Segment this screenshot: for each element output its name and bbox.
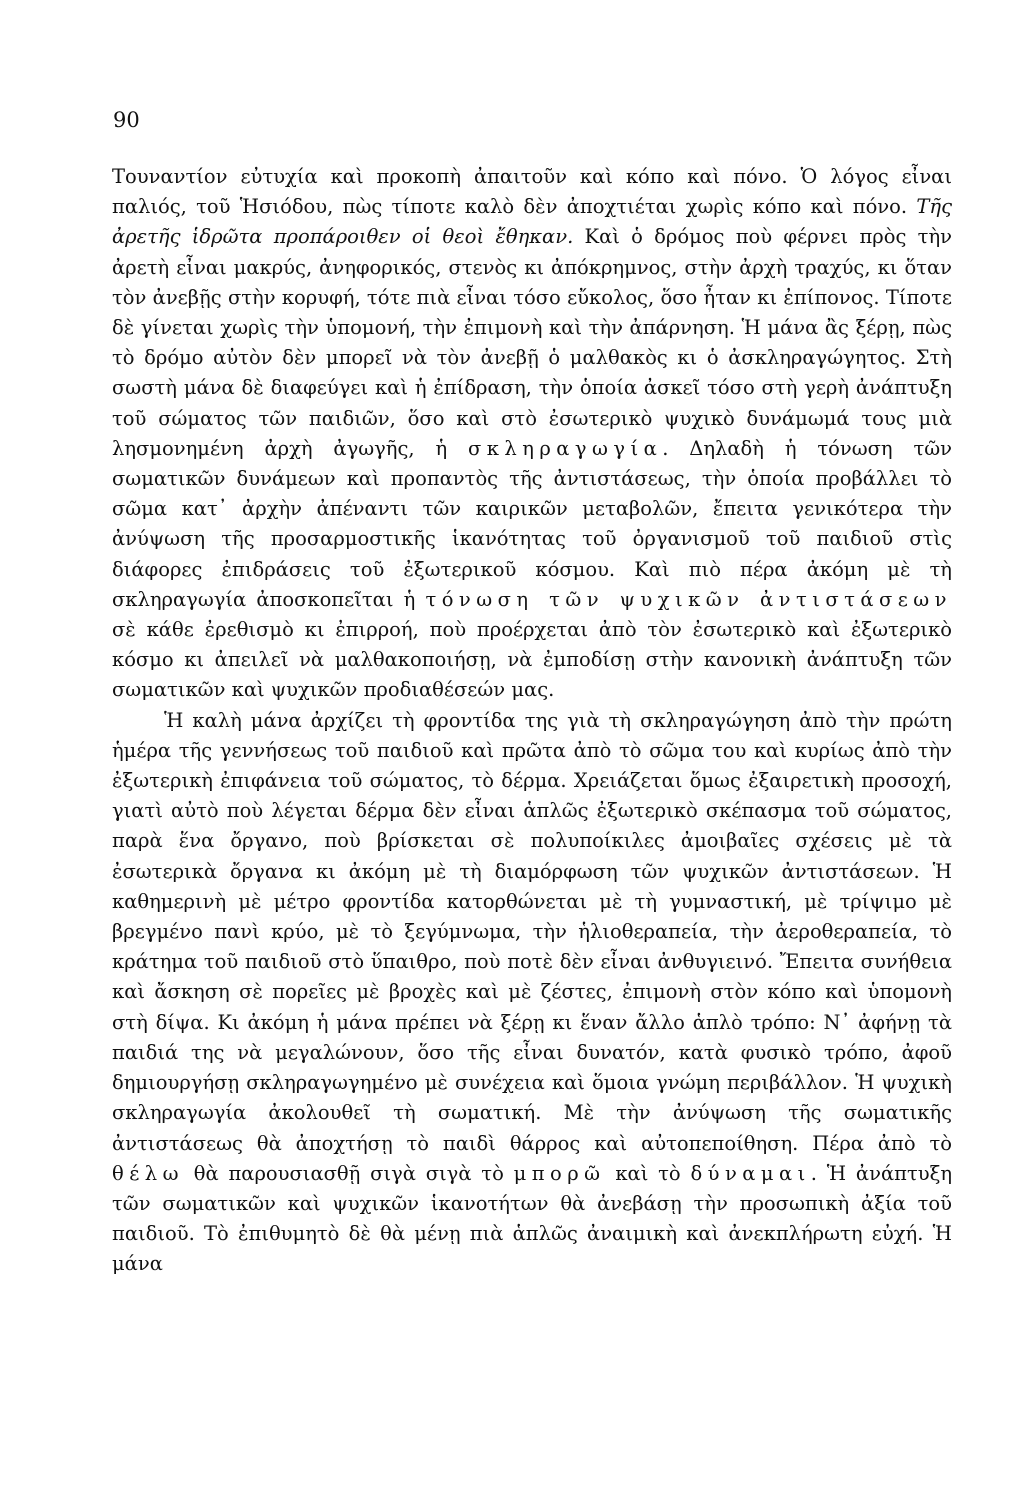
body-text bbox=[112, 162, 952, 1280]
spaced-term-thelo: θέλω bbox=[112, 1161, 184, 1185]
paragraph-1-text-c: . Δηλαδὴ ἡ τόνωση τῶν σωματικῶν δυνάμεων καὶ προπαντὸς τῆς ἀντιστάσεως, τὴν ὁποία προβάλλει τὸ σῶμα κατ᾽ ἀρχὴν ἀπέναντι τῶν καιρικῶν μεταβολῶν, ἔπειτα γενικότερα τὴν ἀνύψωση τῆς προσαρμοστικῆς ἱκανότητας τοῦ ὀργανισμοῦ τοῦ παιδιοῦ στὶς διάφορες ἐπιδράσεις τοῦ ἐξωτερικοῦ κόσμου. Καὶ πιὸ πέρα ἀκόμη μὲ τὴ σκληραγωγία ἀποσκοπεῖται ἡ bbox=[112, 436, 952, 611]
paragraph-2-text-b: θὰ παρουσιασθῇ σιγὰ σιγὰ τὸ bbox=[183, 1161, 514, 1185]
paragraph-1-text-d: σὲ κάθε ἐρεθισμὸ κι ἐπιρροή, ποὺ προέρχεται ἀπὸ τὸν ἐσωτερικὸ καὶ ἐξωτερικὸ κόσμο κι ἀπειλεῖ νὰ μαλθακοποιήσῃ, νὰ ἐμποδίσῃ στὴν κανονικὴ ἀνάπτυξη τῶν σωματικῶν καὶ ψυχικῶν προδιαθέσεών μας. bbox=[112, 618, 952, 702]
paragraph-1 bbox=[112, 162, 952, 706]
spaced-term-sklirago: σκληραγωγία bbox=[467, 436, 663, 460]
paragraph-2-text-a: Ἡ καλὴ μάνα ἀρχίζει τὴ φροντίδα της γιὰ τὴ σκληραγώγηση ἀπὸ τὴν πρώτη ἡμέρα τῆς γεννήσεως τοῦ παιδιοῦ καὶ πρῶτα ἀπὸ τὸ σῶμα του καὶ κυρίως ἀπὸ τὴν ἐξωτερικὴ ἐπιφάνεια τοῦ σώματος, τὸ δέρμα. Χρειάζεται ὅμως ἐξαιρετικὴ προσοχή, γιατὶ αὐτὸ ποὺ λέγεται δέρμα δὲν εἶναι ἁπλῶς ἐξωτερικὸ σκέπασμα τοῦ σώματος, παρὰ ἕνα ὄργανο, ποὺ βρίσκεται σὲ πολυποίκιλες ἀμοιβαῖες σχέσεις μὲ τὰ ἐσωτερικὰ ὄργανα κι ἀκόμη μὲ τὴ διαμόρφωση τῶν ψυχικῶν ἀντιστάσεων. Ἡ καθημερινὴ μὲ μέτρο φροντίδα κατορθώνεται μὲ τὴ γυμναστική, μὲ τρίψιμο μὲ βρεγμένο πανὶ κρύο, μὲ τὸ ξεγύμνωμα, τὴν ἡλιοθεραπεία, τὴν ἀεροθεραπεία, τὸ κράτημα τοῦ παιδιοῦ στὸ ὕπαιθρο, ποὺ ποτὲ δὲν εἶναι ἀνθυγιεινό. Ἔπειτα συνήθεια καὶ ἄσκηση σὲ πορεῖες μὲ βροχὲς καὶ μὲ ζέστες, ἐπιμονὴ στὸν κόπο καὶ ὑπομονὴ στὴ δίψα. Κι ἀκόμη ἡ μάνα πρέπει νὰ ξέρῃ κι ἕναν ἄλλο ἁπλὸ τρόπο: Ν᾽ ἀφήνῃ τὰ παιδιά της νὰ μεγαλώνουν, ὅσο τῆς εἶναι δυνατόν, κατὰ φυσικὸ τρόπο, ἀφοῦ δημιουργήσῃ σκληραγωγημένο μὲ συνέχεια καὶ ὅμοια γνώμη περιβάλλον. Ἡ ψυχικὴ σκληραγωγία ἀκολουθεῖ τὴ σωματική. Μὲ τὴν ἀνύψωση τῆς σωματικῆς ἀντιστάσεως θὰ ἀποχτήσῃ τὸ παιδὶ θάρρος καὶ αὐτοπεποίθηση. Πέρα ἀπὸ τὸ bbox=[112, 708, 952, 1155]
hesiod-quote: Τῆς ἀρετῆς ἱδρῶτα προπάροιθεν οἱ θεοὶ ἔθηκαν. bbox=[112, 195, 952, 249]
paragraph-1-text-b: Καὶ ὁ δρόμος ποὺ φέρνει πρὸς τὴν ἀρετὴ εἶναι μακρύς, ἀνηφορικός, στενὸς κι ἀπόκρημνος, στὴν ἀρχὴ τραχύς, κι ὅταν τὸν ἀνεβῇς στὴν κορυφή, τότε πιὰ εἶναι τόσο εὔκολος, ὅσο ἦταν κι ἐπίπονος. Τίποτε δὲ γίνεται χωρὶς τὴν ὑπομονή, τὴν ἐπιμονὴ καὶ τὴν ἀπάρνηση. Ἡ μάνα ἂς ξέρῃ, πὼς τὸ δρόμο αὐτὸν δὲν μπορεῖ νὰ τὸν ἀνεβῇ ὁ μαλθακὸς κι ὁ ἀσκληραγώγητος. Στὴ σωστὴ μάνα δὲ διαφεύγει καὶ ἡ ἐπίδραση, τὴν ὁποία ἀσκεῖ τόσο στὴ γερὴ ἀνάπτυξη τοῦ σώματος τῶν παιδιῶν, ὅσο καὶ στὸ ἐσωτερικὸ ψυχικὸ δυνάμωμά τους μιὰ λησμονημένη ἀρχὴ ἀγωγῆς, ἡ bbox=[112, 225, 952, 460]
spaced-term-tonosi: τόνωση τῶν ψυχικῶν ἀντιστάσεων bbox=[425, 587, 952, 611]
paragraph-2-text-d: . Ἡ ἀνάπτυξη τῶν σωματικῶν καὶ ψυχικῶν ἱκανοτήτων θὰ ἀνεβάσῃ τὴν προσωπικὴ ἀξία τοῦ παιδιοῦ. Τὸ ἐπιθυμητὸ δὲ θὰ μένῃ πιὰ ἁπλῶς ἀναιμικὴ καὶ ἀνεκπλήρωτη εὐχή. Ἡ μάνα bbox=[112, 1161, 953, 1276]
paragraph-1-text-a: Τουναντίον εὐτυχία καὶ προκοπὴ ἀπαιτοῦν καὶ κόπο καὶ πόνο. Ὁ λόγος εἶναι παλιός, τοῦ Ἡσιόδου, πὼς τίποτε καλὸ δὲν ἀποχτιέται χωρὶς κόπο καὶ πόνο. bbox=[112, 165, 952, 219]
spaced-term-dynamai: δύναμαι bbox=[690, 1161, 811, 1185]
paragraph-2-text-c: καὶ τὸ bbox=[605, 1161, 691, 1185]
page-number: 90 bbox=[113, 108, 140, 132]
spaced-term-mporo: μπορῶ bbox=[513, 1161, 606, 1185]
paragraph-2 bbox=[112, 706, 952, 1280]
